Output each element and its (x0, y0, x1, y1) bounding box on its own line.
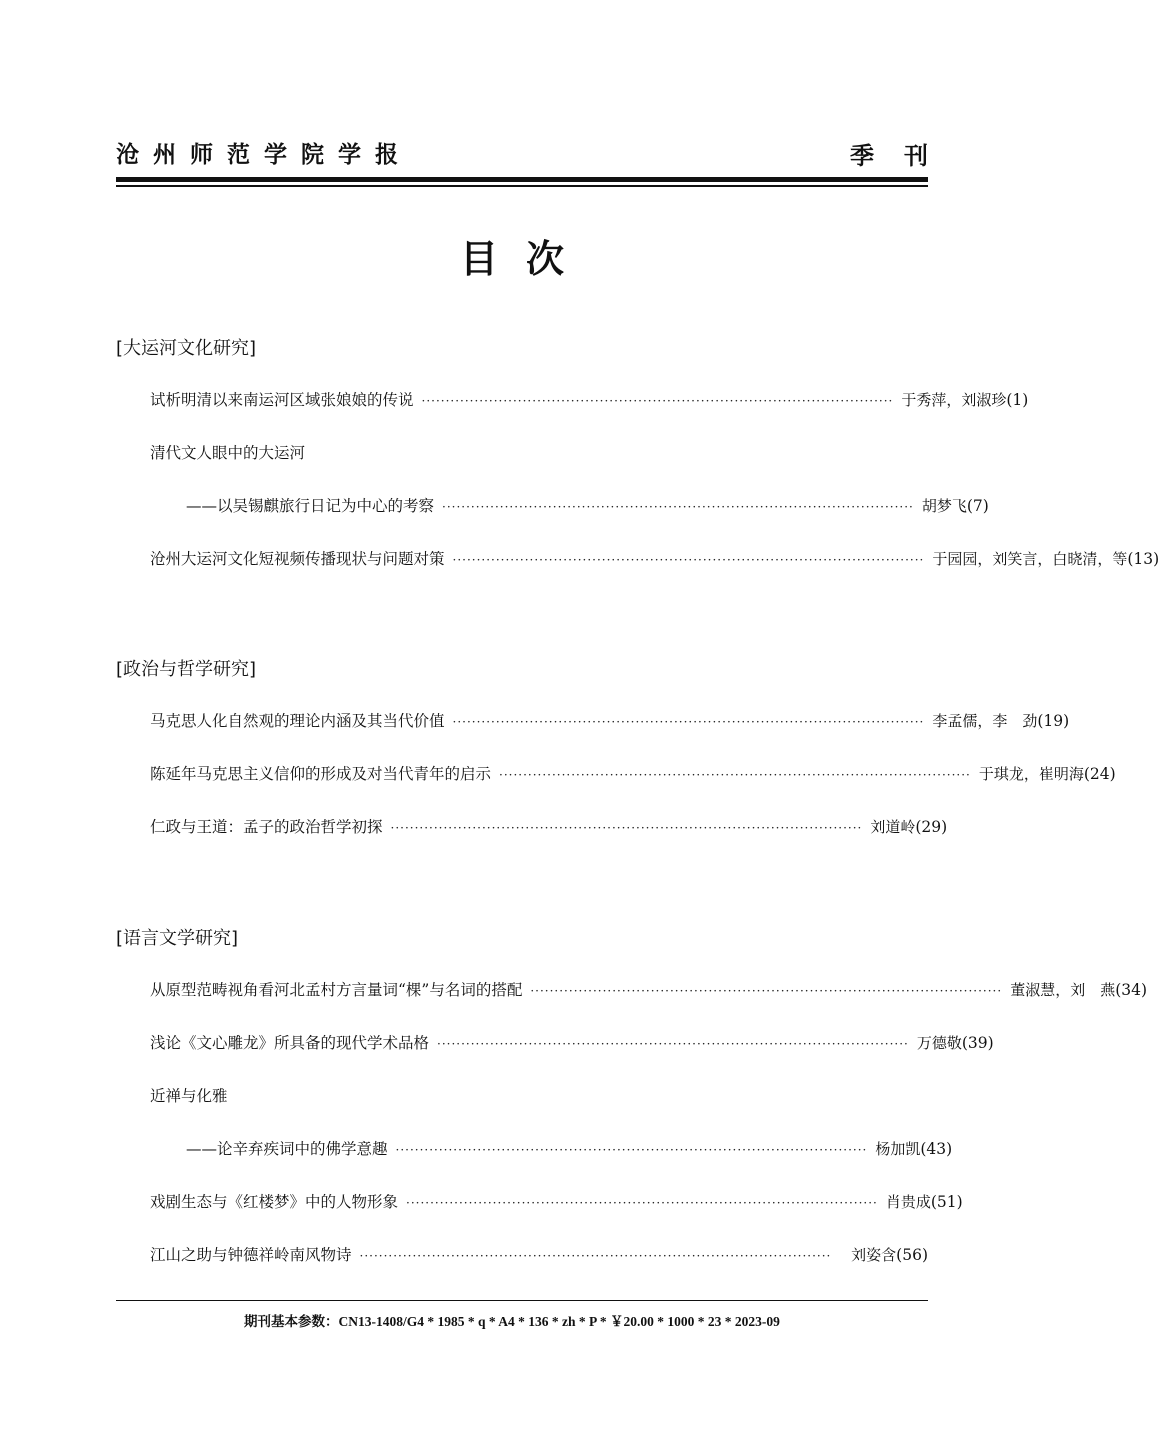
journal-parameters: 期刊基本参数：CN13-1408/G4 * 1985 * q * A4 * 136 * zh * P * ￥20.00 * 1000 * 23 * 2023-09 (244, 1314, 780, 1329)
leader-dots: ·································································································· (395, 1143, 868, 1157)
toc-entry[interactable] (150, 762, 1116, 786)
entry-page: (34) (1115, 981, 1148, 999)
entry-author: 于秀萍，刘淑珍 (901, 391, 1007, 409)
entry-title: 陈延年马克思主义信仰的形成及对当代青年的启示 (150, 765, 492, 783)
entry-author: 刘姿含 (851, 1246, 897, 1264)
entry-title: 马克思人化自然观的理论内涵及其当代价值 (150, 712, 445, 730)
entry-author: 刘道岭 (870, 818, 916, 836)
entry-page: (39) (961, 1034, 994, 1052)
header-rule-thick (116, 177, 928, 182)
entry-page: (19) (1037, 712, 1070, 730)
entry-author: 万德敬 (916, 1034, 962, 1052)
entry-title: 从原型范畴视角看河北孟村方言量词“棵”与名词的搭配 (150, 981, 523, 999)
toc-entry[interactable] (150, 1031, 994, 1055)
toc-entry[interactable] (150, 1190, 963, 1214)
entry-page: (13) (1127, 550, 1159, 568)
entry-author: 董淑慧，刘 燕 (1010, 981, 1116, 999)
section-title: [政治与哲学研究] (116, 659, 257, 680)
toc-title: 目次 (459, 236, 592, 281)
publication-frequency: 季刊 (850, 142, 958, 170)
journal-title: 沧州师范学院学报 (116, 142, 412, 168)
toc-entry[interactable] (150, 388, 1029, 412)
toc-entry[interactable] (150, 1243, 928, 1267)
toc-entry-subtitle[interactable] (186, 1137, 953, 1161)
header-rule-thin (116, 185, 928, 187)
leader-dots: ·································································································· (452, 715, 925, 729)
leader-dots: ·································································································· (359, 1249, 832, 1263)
entry-author: 杨加凯 (875, 1140, 921, 1158)
entry-title: ——论辛弃疾词中的佛学意趣 (186, 1140, 388, 1158)
leader-dots: ·································································································· (530, 984, 1003, 998)
entry-title: 沧州大运河文化短视频传播现状与问题对策 (150, 550, 445, 568)
leader-dots: ·································································································· (437, 1037, 909, 1051)
entry-page: (7) (966, 497, 989, 515)
entry-page: (29) (915, 818, 948, 836)
entry-author: 肖贵成 (885, 1193, 931, 1211)
leader-dots: ·································································································· (442, 500, 914, 514)
entry-author: 李孟儒，李 劲 (932, 712, 1038, 730)
toc-entry[interactable] (150, 709, 1070, 733)
toc-entry-subtitle[interactable] (186, 494, 989, 518)
section-title: [语言文学研究] (116, 928, 239, 949)
entry-title: 试析明清以来南运河区域张娘娘的传说 (150, 391, 414, 409)
entry-page: (1) (1006, 391, 1029, 409)
section-title: [大运河文化研究] (116, 338, 257, 359)
entry-title: 江山之助与钟德祥岭南风物诗 (150, 1246, 352, 1264)
leader-dots: ·································································································· (421, 394, 894, 408)
entry-title: 清代文人眼中的大运河 (150, 444, 306, 462)
entry-author: 胡梦飞 (921, 497, 967, 515)
entry-title: 浅论《文心雕龙》所具备的现代学术品格 (150, 1034, 430, 1052)
toc-entry[interactable] (150, 547, 1159, 571)
entry-page: (43) (920, 1140, 953, 1158)
entry-title: ——以吴锡麒旅行日记为中心的考察 (186, 497, 435, 515)
leader-dots: ·································································································· (499, 768, 971, 782)
entry-title: 戏剧生态与《红楼梦》中的人物形象 (150, 1193, 399, 1211)
toc-entry[interactable] (150, 815, 948, 839)
toc-entry[interactable] (150, 1084, 928, 1108)
leader-dots: ·································································································· (452, 553, 925, 567)
entry-page: (51) (930, 1193, 963, 1211)
footer-rule (116, 1300, 928, 1301)
page-header (116, 136, 958, 170)
toc-entry[interactable] (150, 441, 928, 465)
entry-title: 近禅与化雅 (150, 1087, 228, 1105)
entry-page: (56) (896, 1246, 928, 1264)
entry-title: 仁政与王道：孟子的政治哲学初探 (150, 818, 383, 836)
entry-author: 于园园，刘笑言，白晓清，等 (932, 550, 1128, 568)
entry-page: (24) (1083, 765, 1116, 783)
toc-entry[interactable] (150, 978, 1148, 1002)
leader-dots: ·································································································· (390, 821, 863, 835)
entry-author: 于琪龙，崔明海 (978, 765, 1084, 783)
leader-dots: ·································································································· (406, 1196, 878, 1210)
